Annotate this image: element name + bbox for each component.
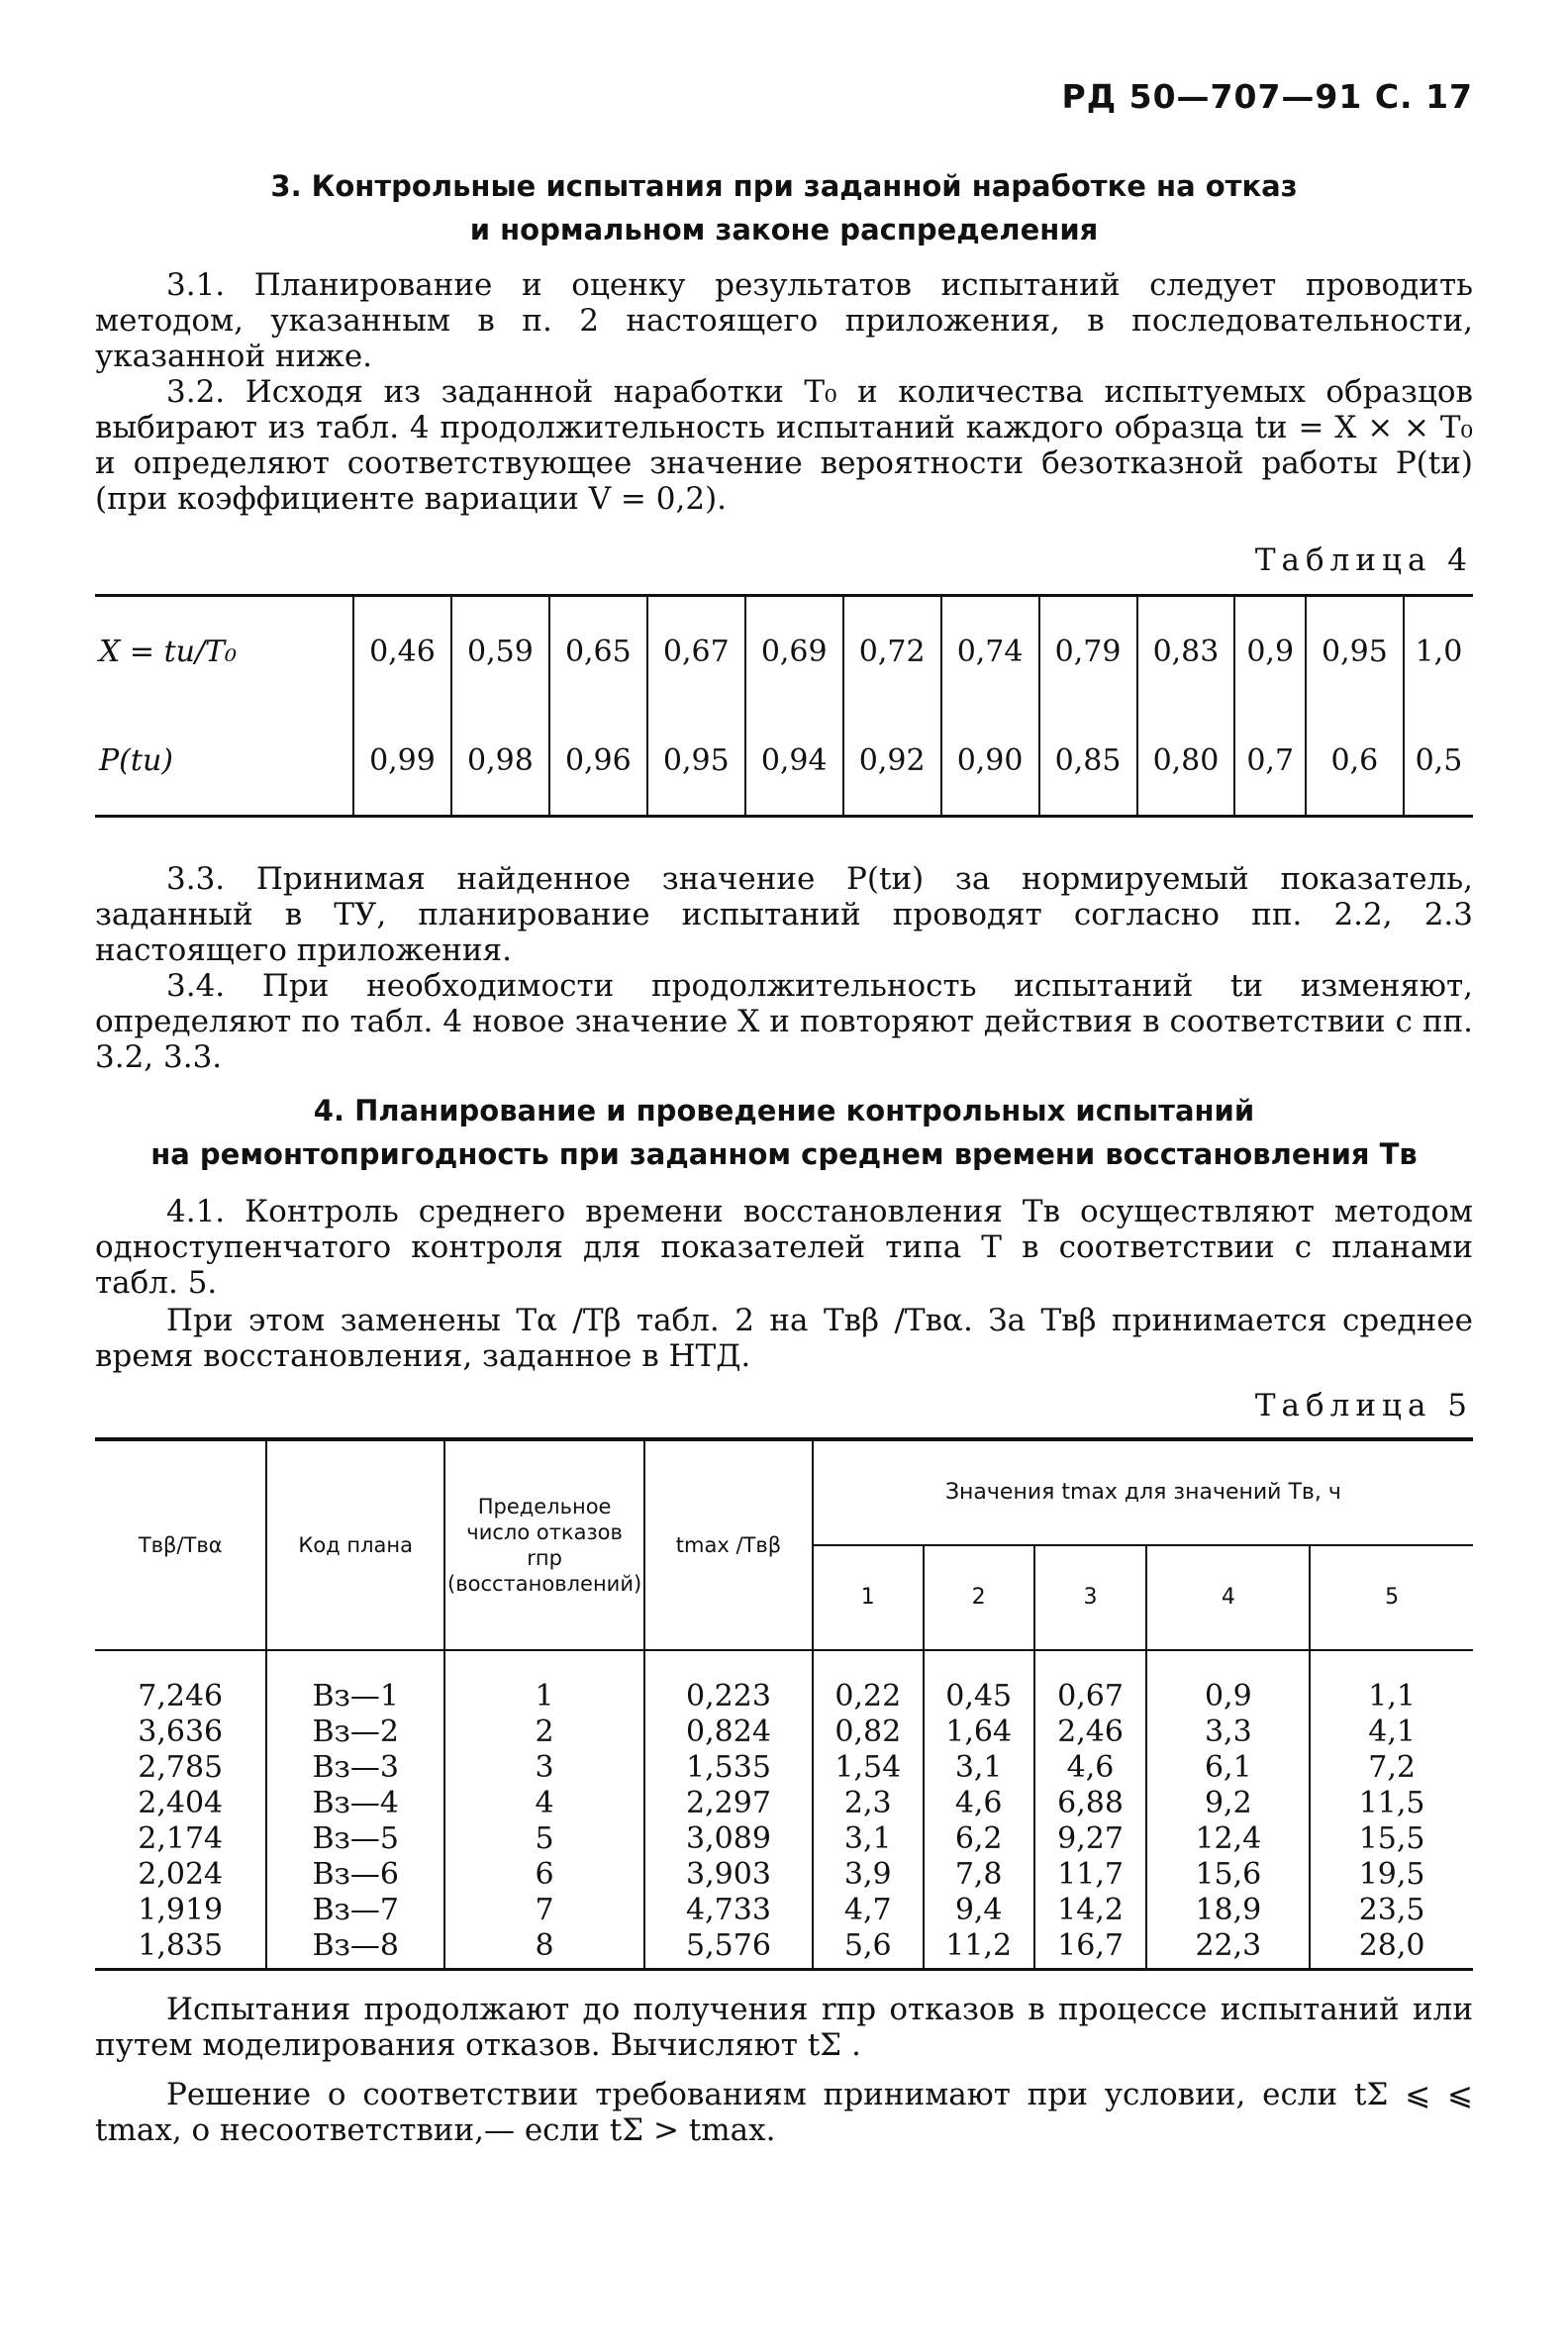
table-cell: 12,4 [1146,1821,1310,1857]
paragraph-3-2: 3.2. Исходя из заданной наработки T₀ и количества испытуемых образцов выбирают из табл. 4 продолжительность испытаний каждого образца tи = X × × T₀ и определяют соответствующее значение вероятности безотказной работы P(tи) (при коэффициенте вариации V = 0,2). [95,374,1473,517]
table-cell: 23,5 [1310,1893,1473,1928]
table-cell: 22,3 [1146,1928,1310,1970]
table-cell: 2,404 [138,1786,224,1820]
table-cell: 1,835 [138,1928,224,1963]
table-5-caption: Таблица 5 [1254,1388,1473,1423]
table-cell: 16,7 [1034,1928,1147,1970]
table-5-header: Предельное число отказов rпр (восстановлений) [444,1439,644,1650]
table-4-cell: 0,99 [353,706,451,817]
table-cell: 14,2 [1034,1893,1147,1928]
table-4-caption: Таблица 4 [1254,542,1473,578]
table-4-cell: 0,80 [1137,706,1235,817]
paragraph-4-1-cont: При этом заменены Tα /Tβ табл. 2 на Tвβ /Tвα. За Tвβ принимается среднее время восстановления, заданное в НТД. [95,1303,1473,1374]
table-4-cell: 0,83 [1137,596,1235,707]
table-cell: 2,174 [138,1821,224,1856]
table-cell: 19,5 [1310,1857,1473,1893]
table-cell: 1,919 [138,1893,224,1927]
table-cell: 3,9 [813,1857,924,1893]
table-row [95,1715,1473,1750]
table-cell: 3,636 [138,1715,224,1749]
table-cell: 6 [444,1857,644,1893]
table-4-cell: 0,85 [1039,706,1137,817]
table-cell: 9,27 [1034,1821,1147,1857]
paragraph-4-2: Испытания продолжают до получения rпр отказов в процессе испытаний или путем моделирования отказов. Вычисляют tΣ . [95,1992,1473,2063]
table-cell: 0,82 [813,1715,924,1750]
table-cell: 0,22 [813,1650,924,1715]
table-4-cell: 0,95 [647,706,745,817]
table-cell: 0,223 [644,1650,813,1715]
table-cell: 4,6 [1034,1750,1147,1786]
table-4-cell: 0,6 [1306,706,1404,817]
table-cell: 2,024 [138,1857,224,1892]
table-cell: 9,2 [1146,1786,1310,1821]
table-4-cell: 0,46 [353,596,451,707]
table-cell: 2,785 [138,1750,224,1785]
table-cell: Вз—7 [266,1893,444,1928]
table-cell: 1 [444,1650,644,1715]
section-4-title [95,1089,1473,1176]
table-4-cell: 0,67 [647,596,745,707]
table-cell: 2,3 [813,1786,924,1821]
table-4-cell: 0,96 [549,706,647,817]
table-5-header: tmax /Tвβ [644,1439,813,1650]
table-cell: 7,246 [138,1679,224,1714]
table-cell: 11,7 [1034,1857,1147,1893]
table-cell: 4,1 [1310,1715,1473,1750]
table-4-cell: 0,65 [549,596,647,707]
table-cell: 18,9 [1146,1893,1310,1928]
paragraph-4-1: 4.1. Контроль среднего времени восстановления Tв осуществляют методом одноступенчатого контроля для показателей типа T в соответствии с планами табл. 5. [95,1194,1473,1301]
table-cell: 3,903 [644,1857,813,1893]
table-cell: Вз—1 [266,1650,444,1715]
paragraph-3-3: 3.3. Принимая найденное значение P(tи) за нормируемый показатель, заданный в ТУ, планирование испытаний проводят согласно пп. 2.2, 2.3 настоящего приложения. [95,861,1473,968]
table-cell: Вз—6 [266,1857,444,1893]
table-4-cell: 0,74 [941,596,1039,707]
table-4-cell: 0,72 [843,596,941,707]
table-4-cell: 0,7 [1234,706,1306,817]
table-4-row-p [95,706,1473,817]
table-cell: 0,824 [644,1715,813,1750]
table-cell: 3,1 [924,1750,1034,1786]
table-4-cell: 0,9 [1234,596,1306,707]
table-cell: 8 [444,1928,644,1970]
table-row [95,1786,1473,1821]
table-cell: 1,64 [924,1715,1034,1750]
table-4-cell: 0,69 [745,596,843,707]
table-5-body [95,1650,1473,1970]
table-5-subheader: 4 [1146,1545,1310,1650]
paragraph-4-3: Решение о соответствии требованиям принимают при условии, если tΣ ⩽ ⩽ tmax, о несоответствии,— если tΣ > tmax. [95,2077,1473,2148]
page-header: РД 50—707—91 С. 17 [1061,77,1473,116]
table-cell: 7 [444,1893,644,1928]
table-row [95,1893,1473,1928]
table-cell: 3,1 [813,1821,924,1857]
section-4-title-line1: 4. Планирование и проведение контрольных испытаний [313,1094,1255,1127]
table-cell: 5,6 [813,1928,924,1970]
table-row [95,1750,1473,1786]
table-cell: 2,46 [1034,1715,1147,1750]
paragraph-3-1: 3.1. Планирование и оценку результатов испытаний следует проводить методом, указанным в п. 2 настоящего приложения, в последовательности, указанной ниже. [95,267,1473,374]
table-4-cell: 0,5 [1404,706,1473,817]
table-4-cell: 0,94 [745,706,843,817]
table-5-header: Код плана [266,1439,444,1650]
table-cell: 2 [444,1715,644,1750]
table-4-cell: 0,79 [1039,596,1137,707]
table-cell: 0,67 [1034,1650,1147,1715]
table-cell: 1,1 [1310,1650,1473,1715]
table-row [95,1857,1473,1893]
table-cell: 11,2 [924,1928,1034,1970]
table-cell: 0,45 [924,1650,1034,1715]
table-row [95,1650,1473,1715]
table-cell: 1,54 [813,1750,924,1786]
table-row [95,1821,1473,1857]
table-5-group-header: Значения tmax для значений Tв, ч [813,1439,1473,1545]
table-4-row-label: X = tи/T₀ [99,634,238,669]
table-cell: 4,6 [924,1786,1034,1821]
table-cell: 3,3 [1146,1715,1310,1750]
table-cell: 15,6 [1146,1857,1310,1893]
table-cell: 7,2 [1310,1750,1473,1786]
table-cell: 7,8 [924,1857,1034,1893]
table-cell: 9,4 [924,1893,1034,1928]
table-4-row-x [95,596,1473,707]
table-4-cell: 0,90 [941,706,1039,817]
table-5-subheader: 1 [813,1545,924,1650]
table-4-cell: 0,98 [451,706,549,817]
table-4 [95,594,1473,818]
table-cell: Вз—2 [266,1715,444,1750]
table-cell: 4,7 [813,1893,924,1928]
table-4-cell: 0,95 [1306,596,1404,707]
table-5-header: Tвβ/Tвα [138,1533,223,1557]
table-5-subheader: 3 [1034,1545,1147,1650]
table-4-cell: 0,59 [451,596,549,707]
table-5 [95,1437,1473,1971]
table-cell: 6,2 [924,1821,1034,1857]
table-cell: 3 [444,1750,644,1786]
table-cell: 0,9 [1146,1650,1310,1715]
table-cell: 15,5 [1310,1821,1473,1857]
section-3-title [95,164,1473,251]
table-cell: Вз—3 [266,1750,444,1786]
table-cell: 4 [444,1786,644,1821]
table-4-cell: 1,0 [1404,596,1473,707]
table-cell: Вз—5 [266,1821,444,1857]
table-cell: 28,0 [1310,1928,1473,1970]
table-5-subheader: 5 [1310,1545,1473,1650]
table-cell: Вз—8 [266,1928,444,1970]
table-4-row-label: P(tи) [99,742,173,778]
table-5-subheader: 2 [924,1545,1034,1650]
section-4-title-line2: на ремонтопригодность при заданном среднем времени восстановления Tв [150,1137,1418,1171]
table-cell: 1,535 [644,1750,813,1786]
table-cell: 5 [444,1821,644,1857]
table-4-cell: 0,92 [843,706,941,817]
table-cell: 2,297 [644,1786,813,1821]
table-cell: 3,089 [644,1821,813,1857]
table-cell: 4,733 [644,1893,813,1928]
table-cell: 6,1 [1146,1750,1310,1786]
section-3-title-line2: и нормальном законе распределения [469,213,1099,246]
table-cell: 6,88 [1034,1786,1147,1821]
paragraph-3-4: 3.4. При необходимости продолжительность испытаний tи изменяют, определяют по табл. 4 новое значение X и повторяют действия в соответствии с пп. 3.2, 3.3. [95,968,1473,1075]
table-row [95,1928,1473,1970]
table-cell: 11,5 [1310,1786,1473,1821]
table-cell: Вз—4 [266,1786,444,1821]
section-3-title-line1: 3. Контрольные испытания при заданной наработке на отказ [270,169,1298,203]
table-cell: 5,576 [644,1928,813,1970]
